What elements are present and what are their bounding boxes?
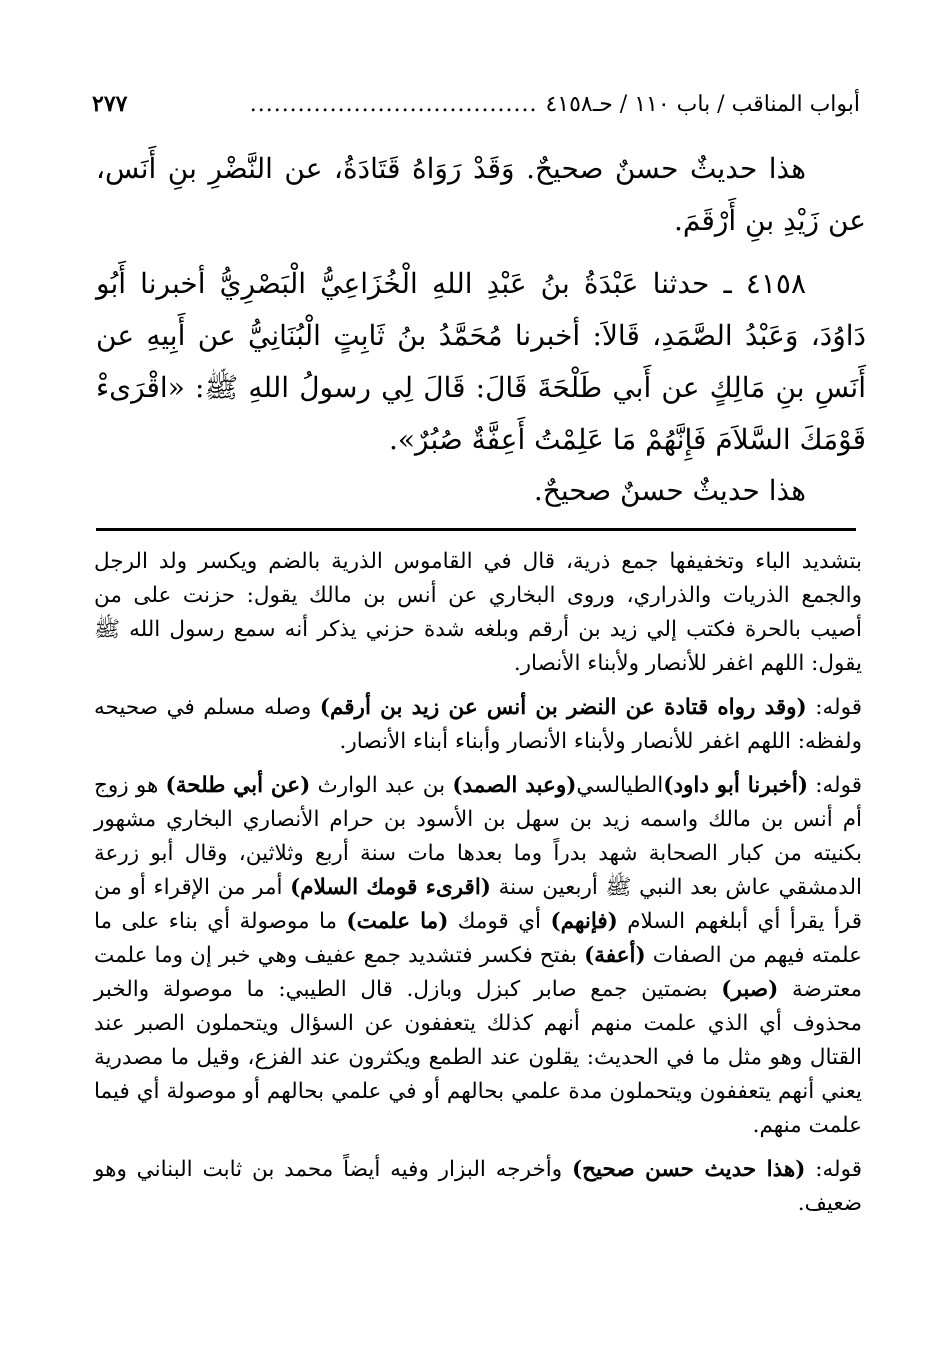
quoted-phrase: (ما علمت) [346,909,449,934]
quoted-phrase: (أعفة) [584,943,646,968]
commentary-paragraph: قوله: (أخبرنا أبو داود)الطيالسي(وعبد الصمد) بن عبد الوارث (عن أبي طلحة) هو زوج أم أنس بن مالك واسمه زيد بن سهل بن الأسود بن حرام الأنصاري البخاري مشهور بكنيته من كبار الصحابة شهد بدراً وما بعدها مات سنة أربع وثلاثين، وقال أبو زرعة الدمشقي عاش بعد النبي ﷺ أربعين سنة (اقرىء قومك السلام) أمر من الإقراء أو من قرأ يقرأ أي أبلغهم السلام (فإنهم) أي قومك (ما علمت) ما موصولة أي بناء على ما علمته فيهم من الصفات (أعفة) بفتح فكسر فتشديد جمع عفيف وهي خبر إن وما علمت معترضة (صبر) بضمتين جمع صابر كبزل وبازل. قال الطيبي: ما موصولة والخبر محذوف أي الذي علمت منهم أنهم كذلك يتعففون عن السؤال ويتحملون الصبر عند القتال وهو مثل ما في الحديث: يقلون عند الطمع ويكثرون عند الفزع، وقيل ما مصدرية يعني أنهم يتعففون ويتحملون مدة علمي بحالهم أو في علمي بحالهم أو موصولة أي فيما علمت منهم. [94,773,862,1138]
quoted-phrase: (صبر) [721,977,779,1002]
footnote-divider [96,528,856,531]
commentary-section [94,545,862,1231]
quoted-phrase: (عن أبي طلحة) [165,773,311,798]
hadith-grade-note [96,465,866,517]
page-number: ٢٧٧ [92,91,128,117]
quoted-phrase: (وعبد الصمد) [452,773,577,798]
hadith-number: ٤١٥٨ [745,267,806,300]
quoted-phrase: (اقرىء قومك السلام) [290,875,491,900]
hadith-text: ـ حدثنا عَبْدَةُ بنُ عَبْدِ اللهِ الْخُزَاعِيُّ الْبَصْرِيُّ أخبرنا أَبُو دَاوُدَ، وَعَبْدُ الصَّمَدِ، قَالاَ: أخبرنا مُحَمَّدُ بنُ ثَابِتٍ الْبُنَانِيُّ عن أَبِيهِ عن أَنَسِ بنِ مَالِكٍ عن أَبي طَلْحَةَ قَالَ: قَالَ لِي رسولُ اللهِ ﷺ: «اقْرَىءْ قَوْمَكَ السَّلاَمَ فَإِنَّهُمْ مَا عَلِمْتُ أَعِفَّةٌ صُبُرٌ». [96,267,866,456]
hadith-grade-text: هذا حديثٌ حسنٌ صحيحٌ. وَقَدْ رَوَاهُ قَتَادَةُ، عن النَّضْرِ بنِ أَنَس، عن زَيْدِ بنِ أَرْقَمَ. [96,152,866,237]
quoted-phrase: (وقد رواه قتادة عن النضر بن أنس عن زيد بن أرقم) [319,695,807,720]
running-header [92,84,860,124]
quoted-phrase: (أخبرنا أبو داود) [663,773,809,798]
hadith-grade-note [96,143,866,247]
header-leader-dots: .................................... [249,91,538,117]
commentary-paragraph: بتشديد الباء وتخفيفها جمع ذرية، قال في القاموس الذرية بالضم ويكسر ولد الرجل والجمع الذريات والذراري، وروى البخاري عن أنس بن مالك يقول: حزنت على من أصيب بالحرة فكتب إلي زيد بن أرقم وبلغه شدة حزني يذكر أنه سمع رسول الله ﷺ يقول: اللهم اغفر للأنصار ولأبناء الأنصار. [94,549,862,676]
hadith-grade-text: هذا حديثٌ حسنٌ صحيحٌ. [533,474,806,507]
commentary-paragraph: قوله: (هذا حديث حسن صحيح) وأخرجه البزار وفيه أيضاً محمد بن ثابت البناني وهو ضعيف. [94,1157,862,1216]
commentary-paragraph: قوله: (وقد رواه قتادة عن النضر بن أنس عن زيد بن أرقم) وصله مسلم في صحيحه ولفظه: اللهم اغفر للأنصار ولأبناء الأنصار وأبناء أبناء الأنصار. [94,695,862,754]
hadith-4158 [96,258,866,466]
quoted-phrase: (هذا حديث حسن صحيح) [571,1157,806,1182]
quoted-phrase: (فإنهم) [550,909,618,934]
header-title: أبواب المناقب / باب ١١٠ / حـ٤١٥٨ [545,91,860,117]
